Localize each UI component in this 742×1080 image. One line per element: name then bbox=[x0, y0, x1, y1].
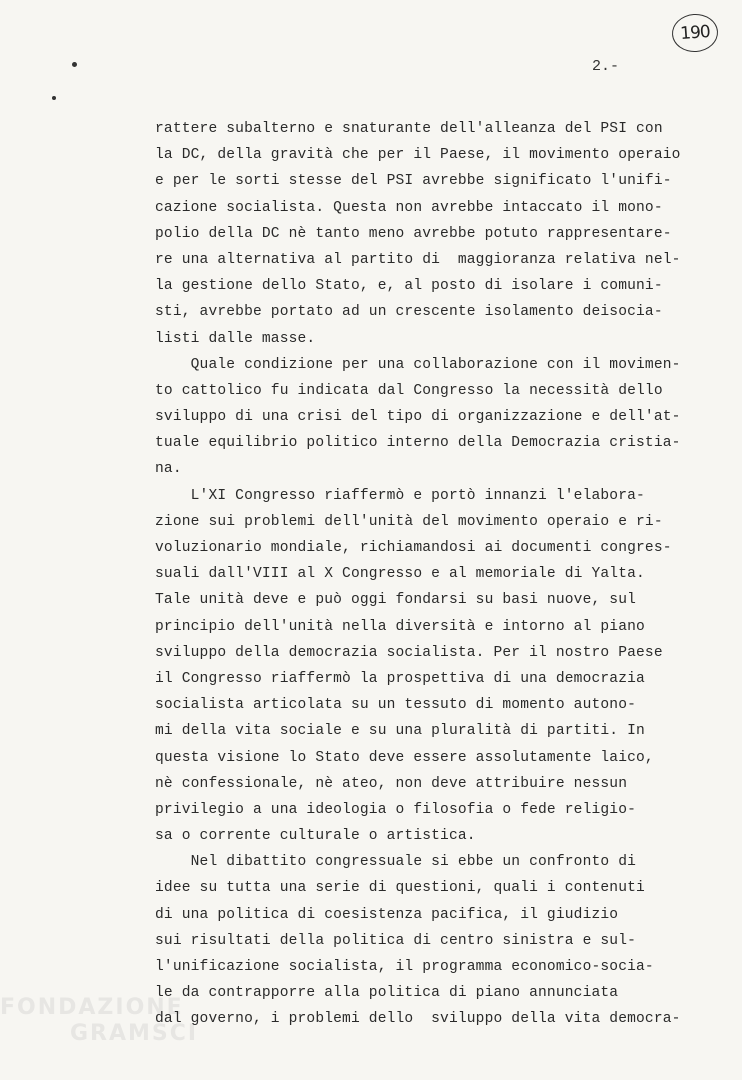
text-line: na. bbox=[155, 461, 182, 478]
text-line: rattere subalterno e snaturante dell'alleanza del PSI con bbox=[155, 121, 663, 137]
watermark-line: FONDAZIONE bbox=[0, 995, 184, 1020]
text-line: di una politica di coesistenza pacifica, il giudizio bbox=[155, 906, 619, 923]
text-line: Tale unità deve e può oggi fondarsi su basi nuove, sul bbox=[155, 592, 637, 609]
text-line: L'XI Congresso riaffermò e portò innanzi l'elabora- bbox=[155, 487, 645, 504]
archive-stamp-number: 190 bbox=[671, 12, 720, 53]
text-line: nè confessionale, nè ateo, non deve attribuire nessun bbox=[155, 775, 628, 792]
text-line: re una alternativa al partito di maggioranza relativa nel- bbox=[155, 251, 681, 268]
text-line: privilegio a una ideologia o filosofia o fede religio- bbox=[155, 801, 637, 818]
text-line: la gestione dello Stato, e, al posto di isolare i comuni- bbox=[155, 278, 663, 295]
text-line: sui risultati della politica di centro sinistra e sul- bbox=[155, 932, 637, 949]
typed-body-text bbox=[155, 116, 695, 1033]
text-line: socialista articolata su un tessuto di momento autono- bbox=[155, 697, 637, 714]
text-line: sviluppo della democrazia socialista. Per il nostro Paese bbox=[155, 644, 663, 661]
watermark-line: GRAMSCI bbox=[70, 1021, 199, 1046]
text-line: listi dalle masse. bbox=[155, 330, 316, 347]
text-line: il Congresso riaffermò la prospettiva di una democrazia bbox=[155, 670, 645, 687]
text-line: cazione socialista. Questa non avrebbe intaccato il mono- bbox=[155, 199, 663, 216]
margin-mark bbox=[72, 62, 77, 67]
text-line: to cattolico fu indicata dal Congresso la necessità dello bbox=[155, 382, 663, 399]
text-line: l'unificazione socialista, il programma economico-socia- bbox=[155, 959, 654, 975]
text-line: la DC, della gravità che per il Paese, il movimento operaio bbox=[155, 147, 681, 164]
text-line: polio della DC nè tanto meno avrebbe potuto rappresentare- bbox=[155, 225, 672, 242]
text-line: idee su tutta una serie di questioni, quali i contenuti bbox=[155, 880, 645, 897]
text-line: voluzionario mondiale, richiamandosi ai documenti congres- bbox=[155, 540, 672, 556]
text-line: tuale equilibrio politico interno della Democrazia cristia- bbox=[155, 435, 681, 452]
page-number: 2.- bbox=[592, 58, 620, 75]
text-line: suali dall'VIII al X Congresso e al memoriale di Yalta. bbox=[155, 566, 645, 583]
text-line: sa o corrente culturale o artistica. bbox=[155, 828, 476, 845]
text-line: Quale condizione per una collaborazione con il movimen- bbox=[155, 356, 681, 373]
margin-mark bbox=[52, 96, 56, 100]
text-line: zione sui problemi dell'unità del movimento operaio e ri- bbox=[155, 513, 663, 530]
text-line: principio dell'unità nella diversità e intorno al piano bbox=[155, 618, 645, 635]
text-line: mi della vita sociale e su una pluralità di partiti. In bbox=[155, 723, 645, 740]
text-line: e per le sorti stesse del PSI avrebbe significato l'unifi- bbox=[155, 173, 672, 190]
text-line: sviluppo di una crisi del tipo di organizzazione e dell'at- bbox=[155, 409, 681, 426]
text-line: questa visione lo Stato deve essere assolutamente laico, bbox=[155, 749, 654, 766]
text-line: sti, avrebbe portato ad un crescente isolamento deisocia- bbox=[155, 304, 663, 321]
text-line: le da contrapporre alla politica di piano annunciata bbox=[155, 985, 619, 1002]
text-line: Nel dibattito congressuale si ebbe un confronto di bbox=[155, 854, 637, 871]
text-line: dal governo, i problemi dello sviluppo della vita democra- bbox=[155, 1011, 681, 1028]
